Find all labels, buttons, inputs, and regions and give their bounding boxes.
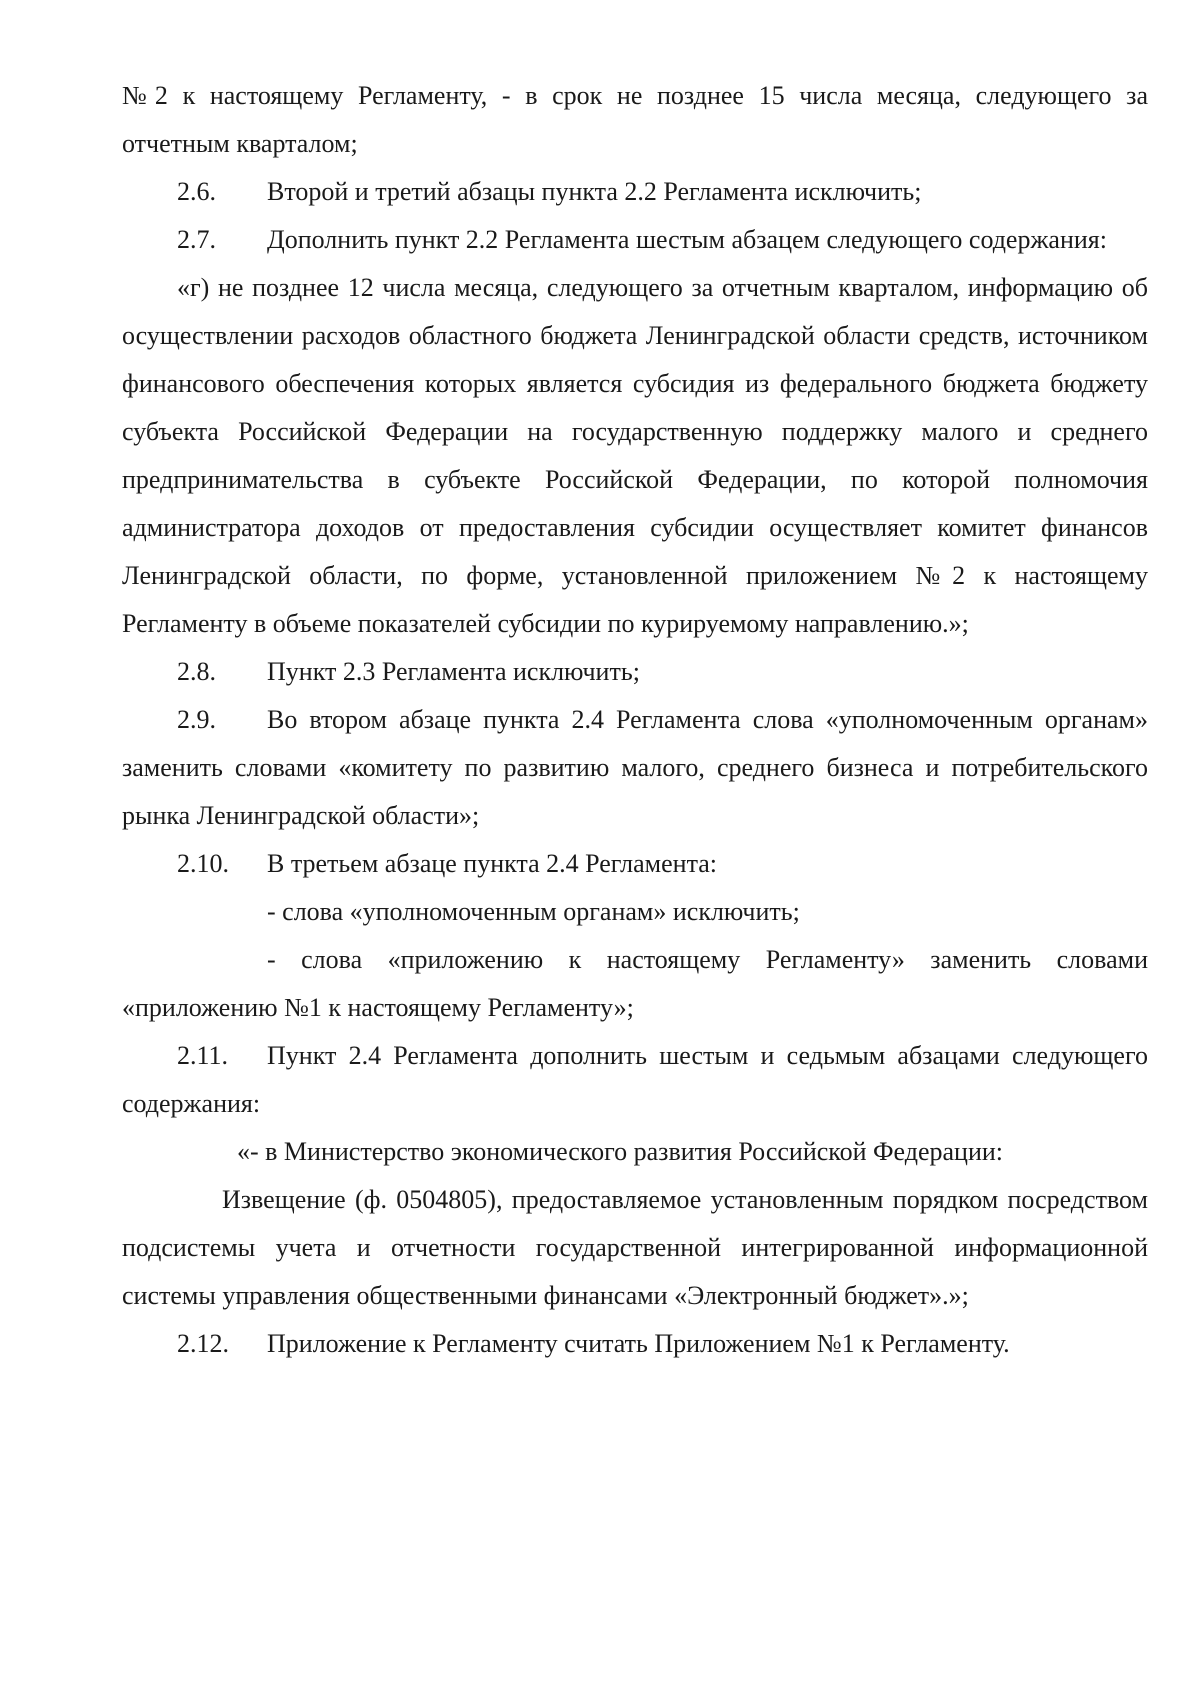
item-number: 2.6.: [177, 177, 216, 206]
item-number: 2.10.: [177, 849, 229, 878]
item-2-10: [122, 840, 1148, 888]
item-text: Приложение к Регламенту считать Приложением №1 к Регламенту.: [267, 1329, 1010, 1358]
item-text: Второй и третий абзацы пункта 2.2 Регламента исключить;: [267, 177, 922, 206]
item-2-11-b: Извещение (ф. 0504805), предоставляемое установленным порядком посредством подсистемы учета и отчетности государственной интегрированной информационной системы управления общественными финансами «Электронный бюджет».»;: [122, 1185, 1148, 1310]
item-2-12: [122, 1320, 1148, 1368]
item-number: 2.7.: [177, 225, 216, 254]
item-text: В третьем абзаце пункта 2.4 Регламента:: [267, 849, 718, 878]
item-text: Пункт 2.4 Регламента дополнить шестым и седьмым абзацами следующего содержания:: [122, 1041, 1148, 1118]
item-2-10-b: - слова «приложению к настоящему Регламенту» заменить словами «приложению №1 к настоящему Регламенту»;: [122, 945, 1148, 1022]
item-2-11: [122, 1032, 1148, 1128]
item-text: Пункт 2.3 Регламента исключить;: [267, 657, 640, 686]
paragraph-continuation: №2 к настоящему Регламенту, - в срок не позднее 15 числа месяца, следующего за отчетным кварталом;: [122, 81, 1148, 158]
paragraph-g: «г) не позднее 12 числа месяца, следующего за отчетным кварталом, информацию об осуществлении расходов областного бюджета Ленинградской области средств, источником финансового обеспечения которых является субсидия из федерального бюджета бюджету субъекта Российской Федерации на государственную поддержку малого и среднего предпринимательства в субъекте Российской Федерации, по которой полномочия администратора доходов от предоставления субсидии осуществляет комитет финансов Ленинградской области, по форме, установленной приложением №2 к настоящему Регламенту в объеме показателей субсидии по курируемому направлению.»;: [122, 273, 1148, 638]
item-2-7: [122, 216, 1148, 264]
item-2-9: [122, 696, 1148, 840]
item-2-10-a: - слова «уполномоченным органам» исключить;: [267, 897, 800, 926]
document-body: [122, 72, 1148, 1368]
item-number: 2.11.: [177, 1041, 229, 1070]
item-text: Во втором абзаце пункта 2.4 Регламента слова «уполномоченным органам» заменить словами «комитету по развитию малого, среднего бизнеса и потребительского рынка Ленинградской области»;: [122, 705, 1148, 830]
item-2-8: [122, 648, 1148, 696]
item-number: 2.12.: [177, 1329, 229, 1358]
item-number: 2.8.: [177, 657, 216, 686]
item-text: Дополнить пункт 2.2 Регламента шестым абзацем следующего содержания:: [267, 225, 1107, 254]
item-2-6: [122, 168, 1148, 216]
item-2-11-a: «- в Министерство экономического развития Российской Федерации:: [237, 1137, 1004, 1166]
item-number: 2.9.: [177, 705, 216, 734]
